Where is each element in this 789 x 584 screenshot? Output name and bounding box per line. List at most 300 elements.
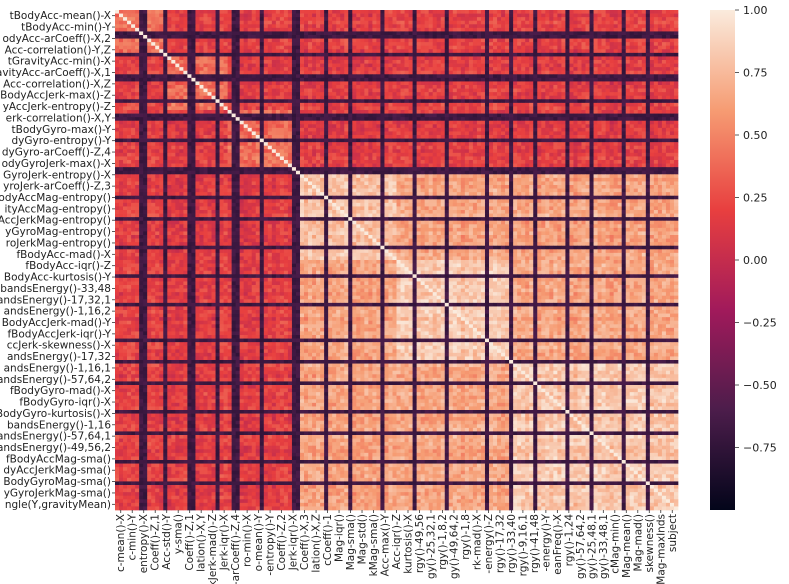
heatmap-cell bbox=[646, 31, 650, 35]
heatmap-cell bbox=[328, 21, 332, 25]
heatmap-cell bbox=[565, 31, 569, 35]
heatmap-cell bbox=[618, 49, 622, 53]
heatmap-cell bbox=[598, 53, 602, 57]
heatmap-cell bbox=[513, 35, 517, 39]
heatmap-cell bbox=[473, 10, 477, 14]
heatmap-cell bbox=[513, 24, 517, 28]
heatmap-cell bbox=[670, 56, 674, 60]
heatmap-cell bbox=[364, 56, 368, 60]
heatmap-cell bbox=[155, 56, 159, 60]
heatmap-cell bbox=[256, 31, 260, 35]
heatmap-cell bbox=[425, 56, 429, 60]
heatmap-cell bbox=[517, 10, 521, 14]
heatmap-cell bbox=[296, 14, 300, 18]
heatmap-cell bbox=[670, 31, 674, 35]
heatmap-cell bbox=[401, 31, 405, 35]
heatmap-cell bbox=[606, 56, 610, 60]
heatmap-cell bbox=[670, 53, 674, 57]
heatmap-cell bbox=[650, 28, 654, 32]
heatmap-cell bbox=[119, 21, 123, 25]
heatmap-cell bbox=[666, 10, 670, 14]
heatmap-cell bbox=[356, 35, 360, 39]
heatmap-cell bbox=[473, 14, 477, 18]
heatmap-cell bbox=[409, 42, 413, 46]
heatmap-cell bbox=[372, 17, 376, 21]
heatmap-cell bbox=[457, 17, 461, 21]
heatmap-cell bbox=[332, 31, 336, 35]
heatmap-cell bbox=[598, 49, 602, 53]
heatmap-cell bbox=[662, 42, 666, 46]
heatmap-cell bbox=[224, 35, 228, 39]
heatmap-cell bbox=[573, 10, 577, 14]
heatmap-cell bbox=[340, 28, 344, 32]
heatmap-cell bbox=[159, 46, 163, 50]
heatmap-cell bbox=[356, 28, 360, 32]
heatmap-cell bbox=[602, 35, 606, 39]
heatmap-cell bbox=[304, 24, 308, 28]
heatmap-cell bbox=[545, 21, 549, 25]
heatmap-cell bbox=[344, 28, 348, 32]
heatmap-cell bbox=[630, 46, 634, 50]
heatmap-cell bbox=[167, 21, 171, 25]
heatmap-cell bbox=[509, 31, 513, 35]
heatmap-cell bbox=[163, 39, 167, 43]
heatmap-cell bbox=[433, 49, 437, 53]
heatmap-cell bbox=[163, 46, 167, 50]
heatmap-cell bbox=[244, 17, 248, 21]
heatmap-cell bbox=[171, 28, 175, 32]
heatmap-cell bbox=[155, 17, 159, 21]
heatmap-cell bbox=[364, 35, 368, 39]
heatmap-cell bbox=[473, 46, 477, 50]
heatmap-cell bbox=[240, 49, 244, 53]
heatmap-cell bbox=[123, 42, 127, 46]
heatmap-cell bbox=[541, 49, 545, 53]
heatmap-cell bbox=[493, 42, 497, 46]
heatmap-cell bbox=[425, 35, 429, 39]
heatmap-cell bbox=[445, 17, 449, 21]
heatmap-cell bbox=[216, 24, 220, 28]
heatmap-cell bbox=[581, 39, 585, 43]
heatmap-cell bbox=[119, 46, 123, 50]
heatmap-cell bbox=[384, 39, 388, 43]
heatmap-cell bbox=[187, 53, 191, 57]
heatmap-cell bbox=[151, 39, 155, 43]
heatmap-cell bbox=[296, 21, 300, 25]
heatmap-cell bbox=[505, 46, 509, 50]
heatmap-cell bbox=[529, 42, 533, 46]
heatmap-cell bbox=[674, 21, 678, 25]
heatmap-cell bbox=[565, 53, 569, 57]
heatmap-cell bbox=[541, 24, 545, 28]
heatmap-cell bbox=[344, 42, 348, 46]
heatmap-cell bbox=[352, 46, 356, 50]
heatmap-cell bbox=[159, 53, 163, 57]
heatmap-cell bbox=[662, 49, 666, 53]
heatmap-cell bbox=[445, 35, 449, 39]
heatmap-cell bbox=[445, 53, 449, 57]
heatmap-cell bbox=[179, 46, 183, 50]
heatmap-cell bbox=[348, 24, 352, 28]
heatmap-cell bbox=[441, 39, 445, 43]
heatmap-cell bbox=[312, 46, 316, 50]
heatmap-cell bbox=[376, 28, 380, 32]
heatmap-cell bbox=[224, 17, 228, 21]
heatmap-cell bbox=[638, 53, 642, 57]
heatmap-cell bbox=[594, 24, 598, 28]
heatmap-cell bbox=[505, 53, 509, 57]
heatmap-cell bbox=[236, 24, 240, 28]
heatmap-cell bbox=[260, 46, 264, 50]
heatmap-cell bbox=[433, 53, 437, 57]
heatmap-cell bbox=[630, 21, 634, 25]
heatmap-cell bbox=[332, 53, 336, 57]
heatmap-cell bbox=[650, 53, 654, 57]
heatmap-cell bbox=[469, 53, 473, 57]
heatmap-cell bbox=[465, 49, 469, 53]
heatmap-cell bbox=[433, 14, 437, 18]
heatmap-cell bbox=[392, 42, 396, 46]
heatmap-cell bbox=[618, 31, 622, 35]
heatmap-cell bbox=[187, 31, 191, 35]
heatmap-cell bbox=[433, 35, 437, 39]
heatmap-cell bbox=[646, 21, 650, 25]
heatmap-cell bbox=[336, 56, 340, 60]
heatmap-cell bbox=[139, 24, 143, 28]
heatmap-cell bbox=[139, 60, 143, 64]
heatmap-cell bbox=[171, 35, 175, 39]
heatmap-cell bbox=[465, 28, 469, 32]
heatmap-cell bbox=[533, 35, 537, 39]
heatmap-cell bbox=[368, 53, 372, 57]
heatmap-cell bbox=[674, 53, 678, 57]
heatmap-cell bbox=[421, 53, 425, 57]
heatmap-cell bbox=[388, 14, 392, 18]
heatmap-cell bbox=[280, 39, 284, 43]
heatmap-cell bbox=[228, 31, 232, 35]
heatmap-cell bbox=[276, 24, 280, 28]
heatmap-cell bbox=[183, 14, 187, 18]
heatmap-cell bbox=[409, 35, 413, 39]
heatmap-cell bbox=[549, 17, 553, 21]
heatmap-cell bbox=[135, 35, 139, 39]
heatmap-cell bbox=[650, 46, 654, 50]
heatmap-cell bbox=[292, 31, 296, 35]
heatmap-cell bbox=[388, 21, 392, 25]
heatmap-cell bbox=[332, 28, 336, 32]
heatmap-cell bbox=[638, 17, 642, 21]
heatmap-cell bbox=[594, 39, 598, 43]
heatmap-cell bbox=[280, 14, 284, 18]
heatmap-cell bbox=[449, 56, 453, 60]
heatmap-cell bbox=[501, 42, 505, 46]
heatmap-cell bbox=[658, 17, 662, 21]
heatmap-cell bbox=[598, 46, 602, 50]
heatmap-cell bbox=[212, 17, 216, 21]
heatmap-cell bbox=[469, 28, 473, 32]
heatmap-cell bbox=[497, 24, 501, 28]
heatmap-cell bbox=[658, 28, 662, 32]
heatmap-cell bbox=[384, 21, 388, 25]
heatmap-cell bbox=[240, 17, 244, 21]
heatmap-cell bbox=[264, 21, 268, 25]
heatmap-cell bbox=[376, 56, 380, 60]
heatmap-cell bbox=[127, 14, 131, 18]
heatmap-cell bbox=[360, 56, 364, 60]
heatmap-cell bbox=[545, 10, 549, 14]
heatmap-cell bbox=[425, 53, 429, 57]
heatmap-cell bbox=[268, 49, 272, 53]
heatmap-cell bbox=[252, 46, 256, 50]
heatmap-cell bbox=[356, 24, 360, 28]
heatmap-cell bbox=[340, 31, 344, 35]
heatmap-cell bbox=[541, 21, 545, 25]
heatmap-cell bbox=[143, 53, 147, 57]
heatmap-cell bbox=[533, 28, 537, 32]
heatmap-cell bbox=[429, 42, 433, 46]
heatmap-cell bbox=[666, 49, 670, 53]
heatmap-cell bbox=[437, 10, 441, 14]
heatmap-cell bbox=[264, 28, 268, 32]
heatmap-cell bbox=[139, 53, 143, 57]
heatmap-cell bbox=[618, 28, 622, 32]
heatmap-cell bbox=[533, 49, 537, 53]
heatmap-cell bbox=[457, 14, 461, 18]
heatmap-cell bbox=[115, 10, 119, 14]
heatmap-cell bbox=[304, 14, 308, 18]
heatmap-cell bbox=[618, 42, 622, 46]
heatmap-cell bbox=[332, 39, 336, 43]
heatmap-cell bbox=[634, 17, 638, 21]
heatmap-cell bbox=[280, 28, 284, 32]
heatmap-cell bbox=[332, 42, 336, 46]
heatmap-cell bbox=[397, 39, 401, 43]
heatmap-cell bbox=[525, 31, 529, 35]
heatmap-cell bbox=[622, 14, 626, 18]
heatmap-cell bbox=[670, 17, 674, 21]
heatmap-cell bbox=[304, 10, 308, 14]
heatmap-cell bbox=[280, 17, 284, 21]
heatmap-cell bbox=[236, 49, 240, 53]
heatmap-cell bbox=[409, 14, 413, 18]
heatmap-cell bbox=[284, 17, 288, 21]
heatmap-cell bbox=[521, 24, 525, 28]
heatmap-cell bbox=[352, 49, 356, 53]
heatmap-cell bbox=[610, 53, 614, 57]
heatmap-cell bbox=[123, 39, 127, 43]
heatmap-cell bbox=[368, 17, 372, 21]
heatmap-cell bbox=[658, 31, 662, 35]
heatmap-cell bbox=[489, 53, 493, 57]
heatmap-cell bbox=[565, 42, 569, 46]
heatmap-cell bbox=[421, 10, 425, 14]
heatmap-cell bbox=[232, 39, 236, 43]
heatmap-cell bbox=[360, 14, 364, 18]
heatmap-cell bbox=[115, 31, 119, 35]
heatmap-cell bbox=[336, 14, 340, 18]
heatmap-cell bbox=[610, 39, 614, 43]
heatmap-cell bbox=[123, 24, 127, 28]
heatmap-cell bbox=[642, 31, 646, 35]
heatmap-cell bbox=[493, 28, 497, 32]
heatmap-cell bbox=[553, 35, 557, 39]
heatmap-cell bbox=[573, 17, 577, 21]
heatmap-cell bbox=[610, 14, 614, 18]
heatmap-cell bbox=[232, 21, 236, 25]
heatmap-cell bbox=[344, 49, 348, 53]
heatmap-cell bbox=[195, 53, 199, 57]
heatmap-cell bbox=[529, 10, 533, 14]
heatmap-cell bbox=[453, 14, 457, 18]
heatmap-cell bbox=[545, 39, 549, 43]
heatmap-cell bbox=[513, 17, 517, 21]
heatmap-cell bbox=[557, 31, 561, 35]
heatmap-cell bbox=[127, 21, 131, 25]
heatmap-cell bbox=[260, 24, 264, 28]
heatmap-cell bbox=[388, 49, 392, 53]
heatmap-cell bbox=[183, 24, 187, 28]
heatmap-cell bbox=[352, 53, 356, 57]
heatmap-cell bbox=[586, 24, 590, 28]
heatmap-cell bbox=[549, 35, 553, 39]
heatmap-cell bbox=[577, 49, 581, 53]
heatmap-cell bbox=[131, 35, 135, 39]
heatmap-cell bbox=[368, 31, 372, 35]
heatmap-cell bbox=[413, 46, 417, 50]
heatmap-cell bbox=[143, 17, 147, 21]
heatmap-cell bbox=[413, 28, 417, 32]
heatmap-cell bbox=[654, 14, 658, 18]
heatmap-cell bbox=[187, 21, 191, 25]
heatmap-cell bbox=[232, 28, 236, 32]
heatmap-cell bbox=[392, 53, 396, 57]
heatmap-cell bbox=[272, 49, 276, 53]
heatmap-cell bbox=[203, 49, 207, 53]
heatmap-cell bbox=[662, 31, 666, 35]
heatmap-cell bbox=[151, 10, 155, 14]
heatmap-cell bbox=[368, 49, 372, 53]
heatmap-cell bbox=[513, 49, 517, 53]
heatmap-cell bbox=[228, 42, 232, 46]
heatmap-cell bbox=[324, 49, 328, 53]
heatmap-cell bbox=[525, 53, 529, 57]
heatmap-cell bbox=[642, 21, 646, 25]
heatmap-cell bbox=[473, 56, 477, 60]
heatmap-cell bbox=[256, 42, 260, 46]
heatmap-cell bbox=[384, 17, 388, 21]
heatmap-cell bbox=[288, 56, 292, 60]
heatmap-cell bbox=[489, 21, 493, 25]
heatmap-cell bbox=[131, 53, 135, 57]
heatmap-cell bbox=[147, 49, 151, 53]
heatmap-cell bbox=[521, 10, 525, 14]
heatmap-cell bbox=[433, 46, 437, 50]
heatmap-cell bbox=[356, 46, 360, 50]
heatmap-cell bbox=[179, 21, 183, 25]
heatmap-cell bbox=[662, 14, 666, 18]
heatmap-cell bbox=[191, 14, 195, 18]
heatmap-cell bbox=[276, 35, 280, 39]
heatmap-cell bbox=[638, 42, 642, 46]
heatmap-cell bbox=[417, 42, 421, 46]
heatmap-cell bbox=[240, 21, 244, 25]
heatmap-cell bbox=[360, 35, 364, 39]
heatmap-cell bbox=[324, 31, 328, 35]
heatmap-cell bbox=[429, 21, 433, 25]
heatmap-cell bbox=[437, 35, 441, 39]
heatmap-cell bbox=[212, 46, 216, 50]
heatmap-cell bbox=[537, 39, 541, 43]
heatmap-cell bbox=[533, 56, 537, 60]
heatmap-cell bbox=[485, 28, 489, 32]
heatmap-cell bbox=[392, 49, 396, 53]
heatmap-cell bbox=[268, 39, 272, 43]
heatmap-cell bbox=[577, 53, 581, 57]
heatmap-cell bbox=[473, 39, 477, 43]
heatmap-cell bbox=[364, 21, 368, 25]
heatmap-cell bbox=[545, 14, 549, 18]
heatmap-cell bbox=[590, 46, 594, 50]
heatmap-cell bbox=[469, 31, 473, 35]
heatmap-cell bbox=[521, 49, 525, 53]
heatmap-cell bbox=[397, 10, 401, 14]
heatmap-cell bbox=[195, 35, 199, 39]
heatmap-cell bbox=[171, 31, 175, 35]
heatmap-cell bbox=[622, 31, 626, 35]
heatmap-cell bbox=[115, 56, 119, 60]
heatmap-cell bbox=[127, 46, 131, 50]
heatmap-cell bbox=[195, 24, 199, 28]
heatmap-cell bbox=[405, 46, 409, 50]
heatmap-cell bbox=[549, 28, 553, 32]
heatmap-cell bbox=[549, 49, 553, 53]
heatmap-cell bbox=[139, 28, 143, 32]
heatmap-cell bbox=[614, 46, 618, 50]
heatmap-cell bbox=[501, 53, 505, 57]
heatmap-cell bbox=[292, 56, 296, 60]
heatmap-cell bbox=[545, 42, 549, 46]
heatmap-cell bbox=[240, 24, 244, 28]
heatmap-cell bbox=[553, 53, 557, 57]
heatmap-cell bbox=[163, 35, 167, 39]
heatmap-cell bbox=[634, 31, 638, 35]
heatmap-cell bbox=[276, 56, 280, 60]
heatmap-cell bbox=[413, 35, 417, 39]
heatmap-cell bbox=[573, 46, 577, 50]
heatmap-cell bbox=[433, 17, 437, 21]
heatmap-cell bbox=[244, 39, 248, 43]
heatmap-cell bbox=[244, 28, 248, 32]
heatmap-cell bbox=[586, 31, 590, 35]
heatmap-cell bbox=[296, 17, 300, 21]
heatmap-cell bbox=[606, 42, 610, 46]
heatmap-cell bbox=[312, 28, 316, 32]
heatmap-cell bbox=[179, 53, 183, 57]
heatmap-cell bbox=[155, 49, 159, 53]
heatmap-cell bbox=[606, 17, 610, 21]
heatmap-cell bbox=[658, 10, 662, 14]
heatmap-cell bbox=[344, 35, 348, 39]
heatmap-cell bbox=[376, 21, 380, 25]
heatmap-cell bbox=[493, 21, 497, 25]
heatmap-cell bbox=[626, 35, 630, 39]
heatmap-cell bbox=[409, 17, 413, 21]
heatmap-cell bbox=[405, 28, 409, 32]
heatmap-cell bbox=[654, 35, 658, 39]
heatmap-cell bbox=[392, 21, 396, 25]
heatmap-cell bbox=[224, 56, 228, 60]
heatmap-cell bbox=[453, 28, 457, 32]
